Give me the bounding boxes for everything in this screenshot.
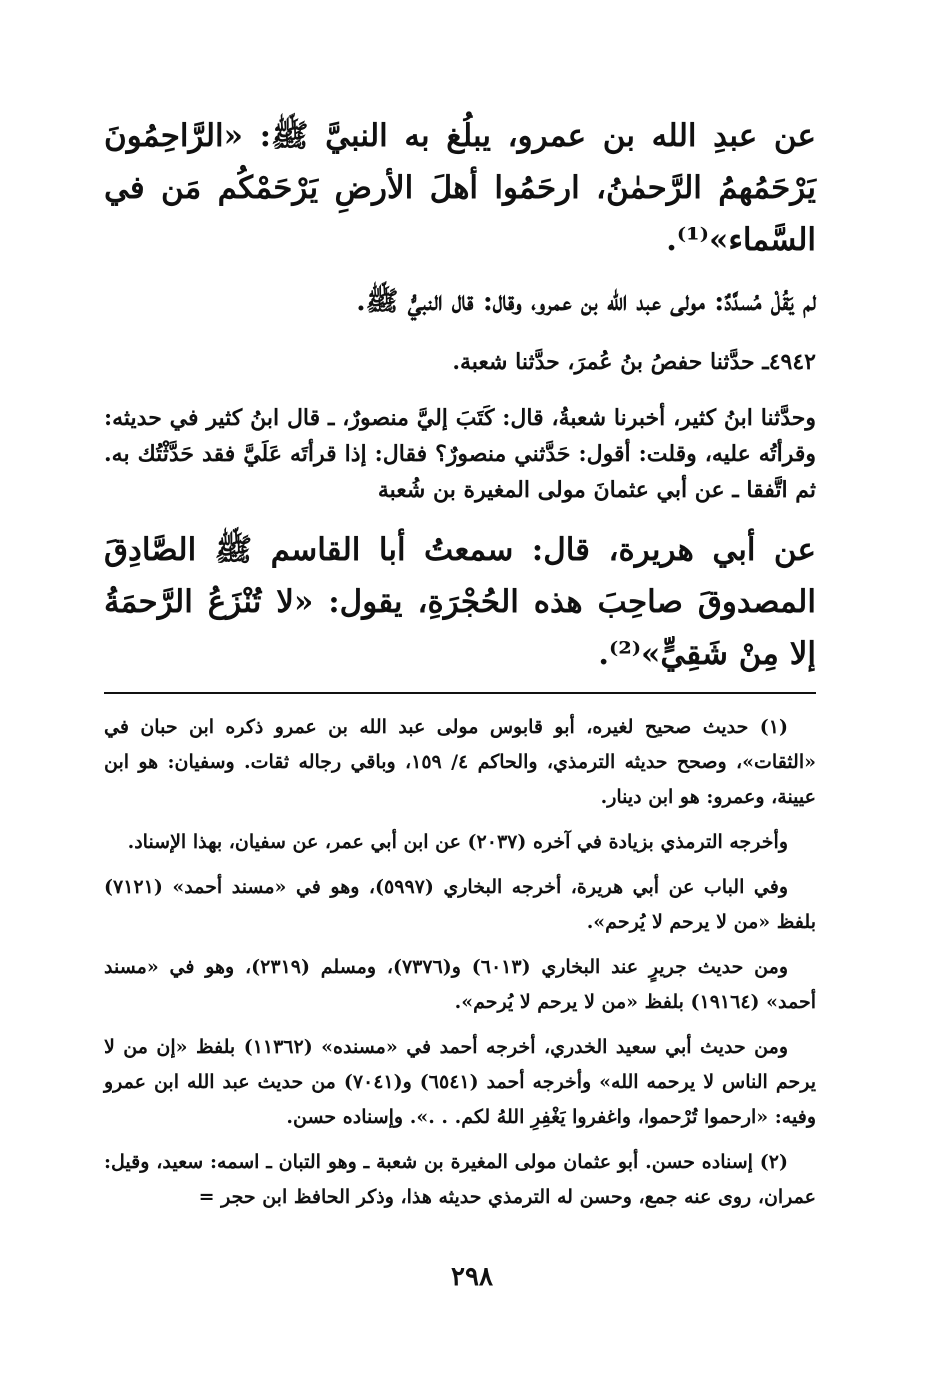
isnad-second-chain: وحدَّثنا ابنُ كثير، أخبرنا شعبةُ، قال: كَتَبَ إليَّ منصورٌ، ـ قال ابنُ كثير في حديثه: وقرأتُه عليه، وقلت: أقول: حَدَّثني منصورٌ؟ فقال: إذا قرأتَه عَلَيَّ فقد حَدَّثْتُك به. ثم اتَّفقا ـ عن أبي عثمانَ مولى المغيرة بن شُعبة [104,405,816,503]
footnotes [104,710,816,1215]
page-body [104,110,816,1225]
main-text [104,110,816,680]
footnote-2: (٢) إسناده حسن. أبو عثمان مولى المغيرة بن شعبة ـ وهو التبان ـ اسمه: سعيد، وقيل: عمران، روى عنه جمع، وحسن له الترمذي حديثه هذا، وذكر الحافظ ابن حجر = [104,1151,816,1208]
page-number: ٢٩٨ [451,1262,493,1292]
footnote-1-tirmidhi: وأخرجه الترمذي بزيادة في آخره (٢٠٣٧) عن ابن أبي عمر، عن سفيان، بهذا الإسناد. [127,831,788,853]
footnote-separator [104,692,816,694]
hadith-text-2: عن أبي هريرة، قال: سمعتُ أبا القاسم ﷺ الصَّادِقَ المصدوقَ صاحِبَ هذه الحُجْرَةِ، يقول: «لا تُنْزَعُ الرَّحمَةُ إلا مِنْ شَقِيٍّ»⁽²⁾. [104,532,816,672]
narrator-comment: لم يَقُلْ مُسدَّدٌ: مولى عبد الله بن عمرو، وقال: قال النبيُّ ﷺ. [356,286,816,317]
footnote-1-abu-said: ومن حديث أبي سعيد الخدري، أخرجه أحمد في «مسنده» (١١٣٦٢) بلفظ «إن من لا يرحم الناس لا يرحمه الله» وأخرجه أحمد (٦٥٤١) و(٧٠٤١) من حديث عبد الله ابن عمرو وفيه: «ارحموا تُرْحموا، واغفروا يَغْفِرِ اللهُ لكم. . .». وإسناده حسن. [104,1036,816,1128]
hadith-text-1: عن عبدِ الله بن عمرو، يبلُغ به النبيَّ ﷺ: «الرَّاحِمُونَ يَرْحَمُهمُ الرَّحمٰنُ، ارحَمُوا أهلَ الأرضِ يَرْحَمْكُم مَن في السَّماء»⁽¹⁾. [104,118,816,258]
footnote-1-abu-hurayra: وفي الباب عن أبي هريرة، أخرجه البخاري (٥٩٩٧)، وهو في «مسند أحمد» (٧١٢١) بلفظ «من لا يرحم لا يُرحم». [104,876,816,933]
footnote-1-jarir: ومن حديث جريرٍ عند البخاري (٦٠١٣) و(٧٣٧٦)، ومسلم (٢٣١٩)، وهو في «مسند أحمد» (١٩١٦٤) بلفظ «من لا يرحم لا يُرحم». [104,956,816,1013]
isnad-4942: ٤٩٤٢ـ حدَّثنا حفصُ بنُ عُمرَ، حدَّثنا شعبة. [452,349,816,375]
footnote-1: (١) حديث صحيح لغيره، أبو قابوس مولى عبد الله بن عمرو ذكره ابن حبان في «الثقات»، وصحح حديثه الترمذي، والحاكم ٤/ ١٥٩، وباقي رجاله ثقات. وسفيان: هو ابن عيينة، وعمرو: هو ابن دينار. [104,716,816,808]
